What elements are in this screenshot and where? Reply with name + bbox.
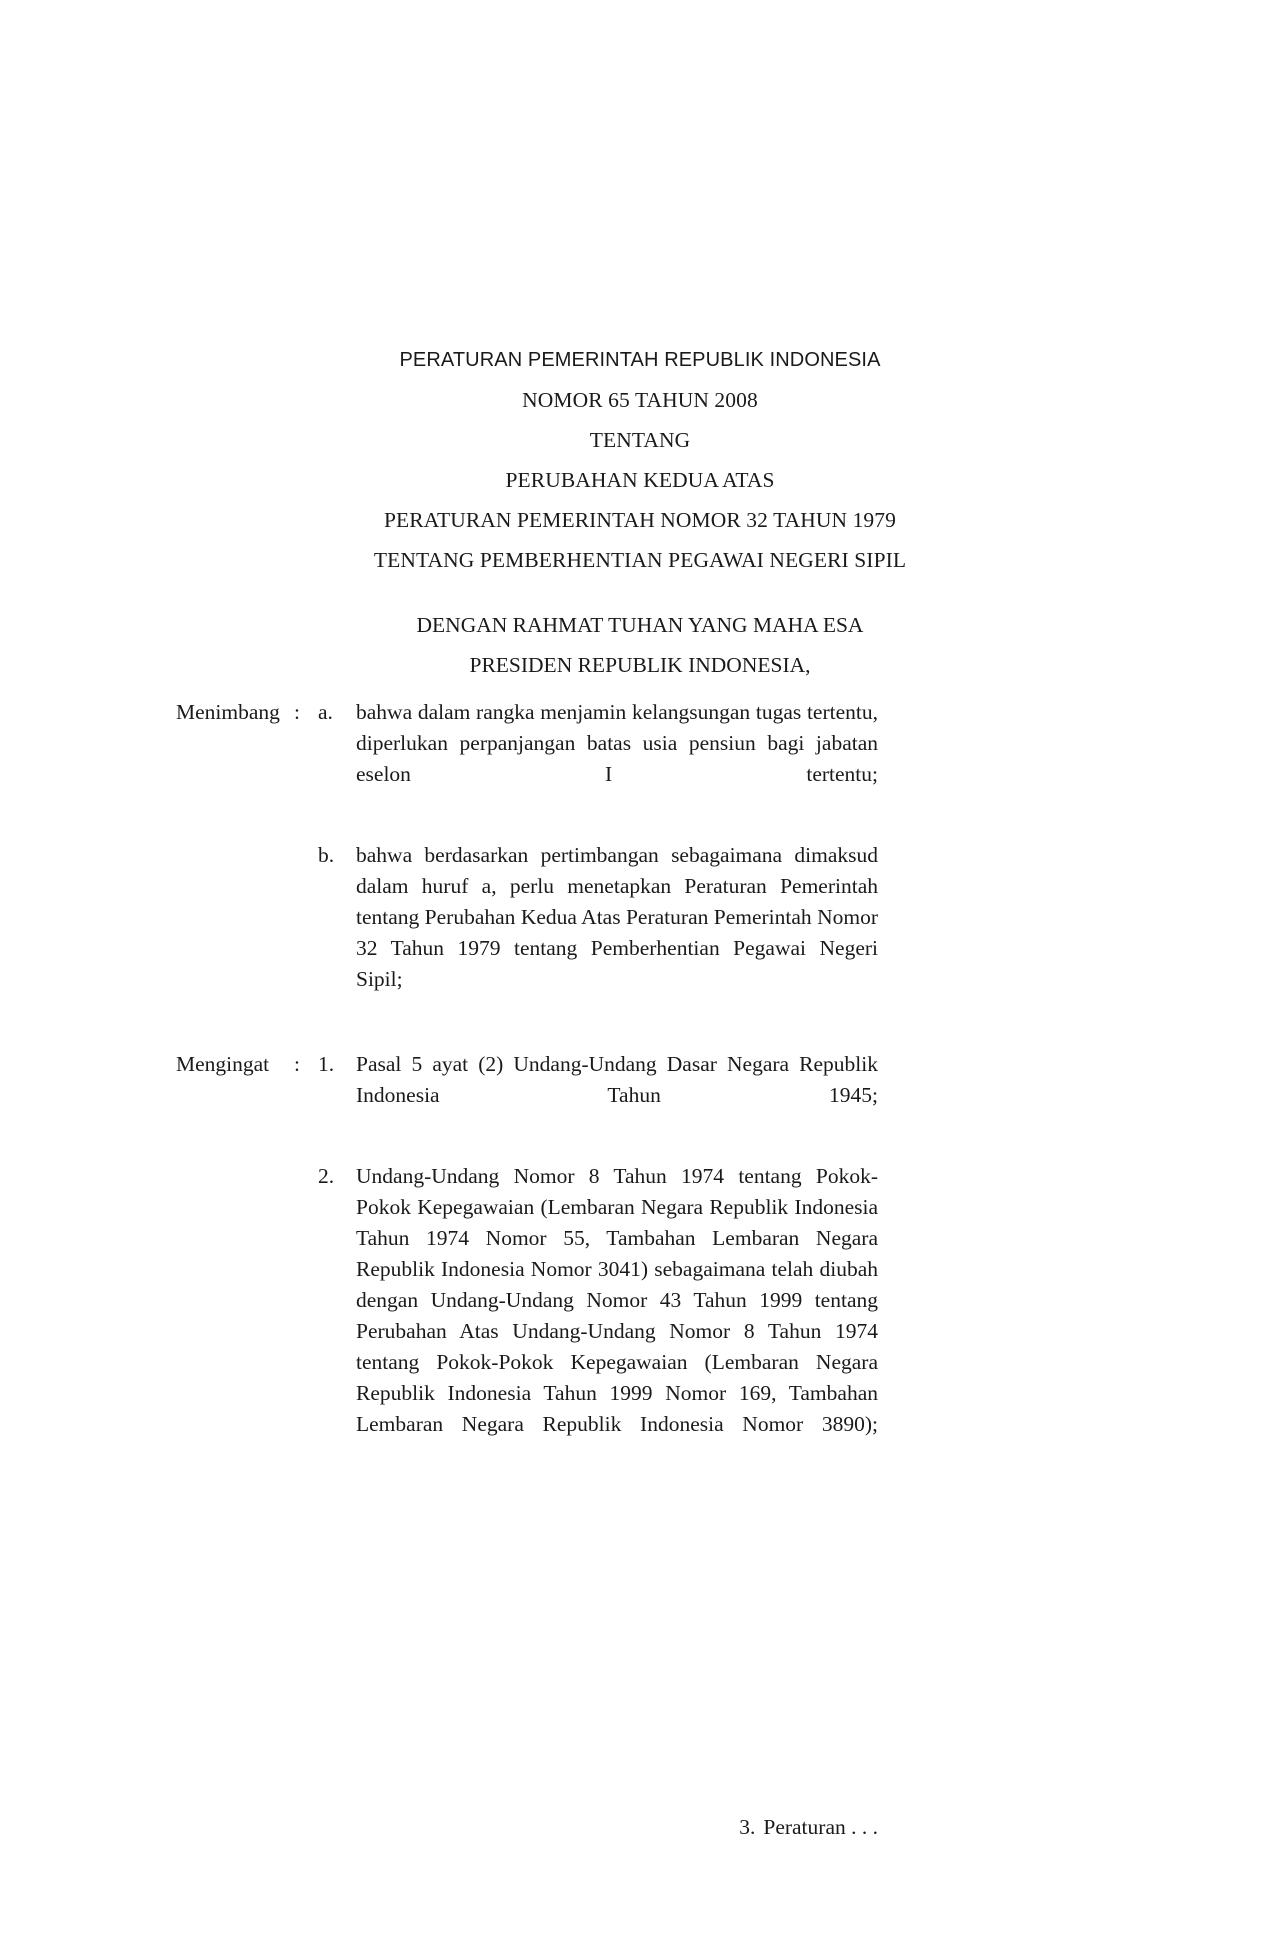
document-preamble-block: [230, 605, 1050, 685]
title-line-5: PERATURAN PEMERINTAH NOMOR 32 TAHUN 1979: [383, 508, 896, 532]
list-item: [318, 1161, 878, 1471]
item-marker-b: b.: [318, 843, 335, 867]
clause-mengingat: [176, 1049, 878, 1471]
item-marker-a: a.: [318, 700, 333, 724]
title-line-6: TENTANG PEMBERHENTIAN PEGAWAI NEGERI SIPIL: [373, 548, 907, 572]
title-line-2: NOMOR 65 TAHUN 2008: [522, 388, 758, 412]
title-line-4: PERUBAHAN KEDUA ATAS: [505, 468, 775, 492]
item-text-1: Pasal 5 ayat (2) Undang-Undang Dasar Negara Republik Indonesia Tahun 1945;: [356, 1052, 878, 1107]
footer-marker: 3.: [739, 1815, 756, 1839]
footer-text: Peraturan . . .: [763, 1815, 878, 1839]
clause-label-mengingat: Mengingat: [176, 1052, 270, 1076]
item-text-b: bahwa berdasarkan pertimbangan sebagaimana dimaksud dalam huruf a, perlu menetapkan Peraturan Pemerintah tentang Perubahan Kedua Atas Peraturan Pemerintah Nomor 32 Tahun 1979 tentang Pemberhentian Pegawai Negeri Sipil;: [356, 843, 878, 991]
title-line-1: PERATURAN PEMERINTAH REPUBLIK INDONESIA: [399, 349, 881, 371]
list-item: [318, 697, 878, 821]
item-text-a: bahwa dalam rangka menjamin kelangsungan tugas tertentu, diperlukan perpanjangan batas usia pensiun bagi jabatan eselon I tertentu;: [356, 700, 878, 786]
list-item: [318, 1049, 878, 1142]
preamble-line-rahmat: DENGAN RAHMAT TUHAN YANG MAHA ESA: [416, 613, 864, 637]
page-continuation-footer: [176, 1812, 878, 1843]
clause-colon-mengingat: :: [294, 1052, 300, 1076]
clause-menimbang: [176, 697, 878, 1026]
document-title-block: [230, 340, 1050, 580]
clauses-container: [176, 697, 878, 1471]
preamble-line-presiden: PRESIDEN REPUBLIK INDONESIA,: [469, 653, 811, 677]
item-text-2: Undang-Undang Nomor 8 Tahun 1974 tentang Pokok-Pokok Kepegawaian (Lembaran Negara Republik Indonesia Tahun 1974 Nomor 55, Tambahan Lembaran Negara Republik Indonesia Nomor 3041) sebagaimana telah diubah dengan Undang-Undang Nomor 43 Tahun 1999 tentang Perubahan Atas Undang-Undang Nomor 8 Tahun 1974 tentang Pokok-Pokok Kepegawaian (Lembaran Negara Republik Indonesia Tahun 1999 Nomor 169, Tambahan Lembaran Negara Republik Indonesia Nomor 3890);: [356, 1164, 878, 1436]
clause-label-menimbang: Menimbang: [176, 700, 280, 724]
clause-colon-menimbang: :: [294, 700, 300, 724]
list-item: [318, 840, 878, 1026]
title-line-3: TENTANG: [589, 428, 691, 452]
item-marker-1: 1.: [318, 1052, 335, 1076]
clause-items-mengingat: [318, 1049, 878, 1471]
item-marker-2: 2.: [318, 1164, 335, 1188]
clause-items-menimbang: [318, 697, 878, 1026]
